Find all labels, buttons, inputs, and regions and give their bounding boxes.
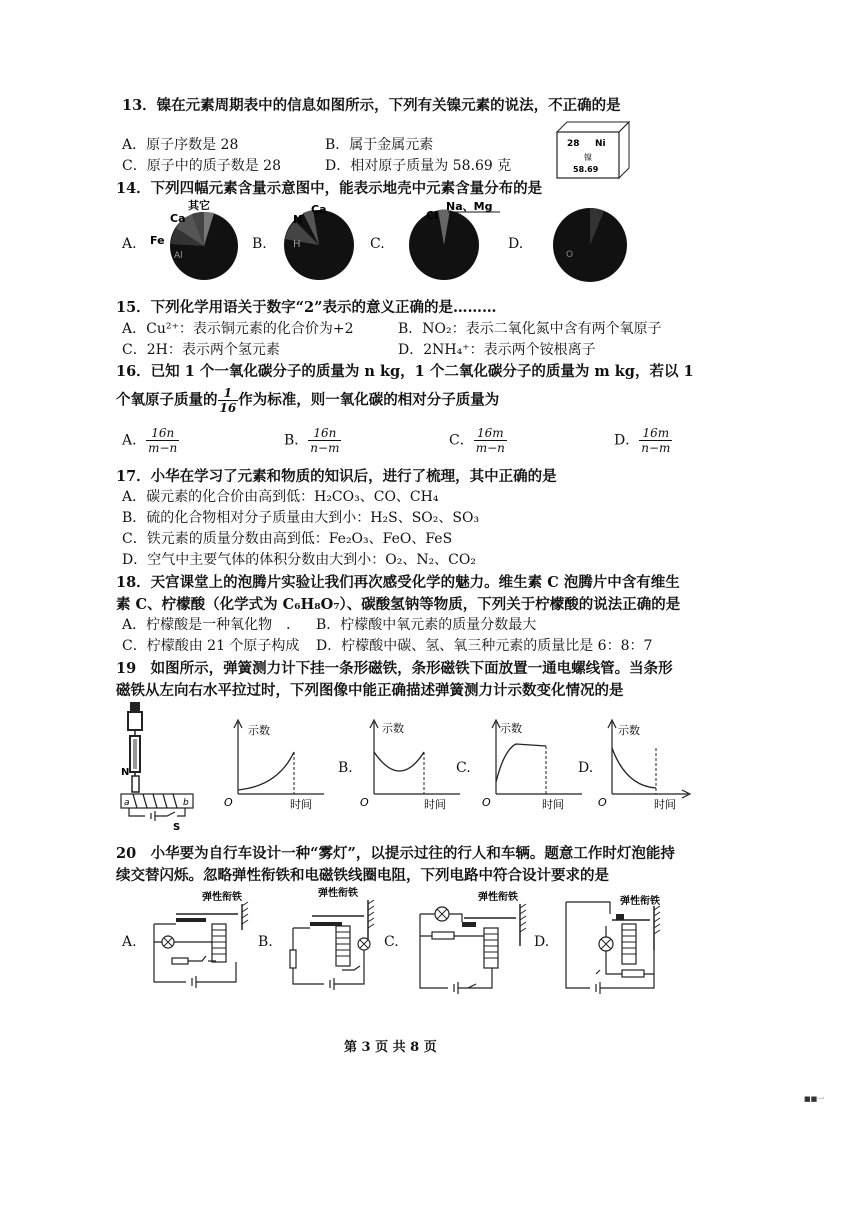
q20-label-c: C. xyxy=(384,934,399,950)
q16-option-a xyxy=(122,426,179,455)
q16-fraction xyxy=(218,386,239,415)
switch-s-label: S xyxy=(173,822,181,833)
graph-c-ylabel: 示数 xyxy=(500,722,522,735)
graph-c-origin: O xyxy=(482,796,491,809)
q20-stem-line1: 20 小华要为自行车设计一种“雾灯”，以提示过往的行人和车辆。题意工作时灯泡能持 xyxy=(116,845,675,862)
element-mass: 58.69 xyxy=(573,165,599,174)
q15-option-a: A．Cu²⁺：表示铜元素的化合价为+2 xyxy=(122,321,354,337)
q13-option-a: A．原子序数是 28 xyxy=(122,137,239,153)
circuit-c xyxy=(412,890,532,990)
pie-chart-a xyxy=(150,199,250,280)
q15-stem: 15．下列化学用语关于数字“2”表示的意义正确的是……… xyxy=(116,299,497,316)
q16-d-label: D． xyxy=(614,432,640,449)
q20-label-b: B. xyxy=(258,934,273,950)
q17-option-b: B．硫的化合物相对分子质量由大到小：H₂S、SO₂、SO₃ xyxy=(122,510,480,526)
q17-option-a: A．碳元素的化合价由高到低：H₂CO₃、CO、CH₄ xyxy=(122,489,439,505)
coil-end-b-label: b xyxy=(183,798,189,808)
graph-d-curve xyxy=(612,748,656,788)
pie-chart-d xyxy=(552,205,628,281)
pie-b-label-h: H xyxy=(293,239,301,250)
spring-scale-apparatus xyxy=(115,700,210,832)
graph-b-curve xyxy=(374,752,424,771)
q16-a-num: 16n xyxy=(146,426,179,441)
q19-label-d: D. xyxy=(578,760,594,776)
pie-a-label-other: 其它 xyxy=(188,199,210,212)
circuit-c-armature-label: 弹性衔铁 xyxy=(478,892,518,903)
q13-stem: 13．镍在元素周期表中的信息如图所示，下列有关镍元素的说法，不正确的是 xyxy=(122,97,621,114)
q14-label-b: B. xyxy=(252,236,267,252)
q17-stem: 17．小华在学习了元素和物质的知识后，进行了梳理，其中正确的是 xyxy=(116,468,557,485)
q18-option-c: C．柠檬酸由 21 个原子构成 xyxy=(122,638,300,654)
q18-stem-line2: 素 C、柠檬酸（化学式为 C₆H₈O₇）、碳酸氢钠等物质，下列关于柠檬酸的说法正确的是 xyxy=(116,596,681,613)
q20-label-a: A. xyxy=(122,934,137,950)
pie-c-label-na-mg: Na、Mg xyxy=(446,200,493,213)
element-number: 28 xyxy=(567,139,580,149)
pie-a-label-fe: Fe xyxy=(150,234,165,247)
q16-fraction-num: 1 xyxy=(218,386,239,401)
q19-stem-line2: 磁铁从左向右水平拉过时，下列图像中能正确描述弹簧测力计示数变化情况的是 xyxy=(116,682,624,699)
graph-c-xlabel: 时间 xyxy=(542,798,564,811)
q18-stem-line1: 18．天宫课堂上的泡腾片实验让我们再次感受化学的魅力。维生素 C 泡腾片中含有维生 xyxy=(116,574,680,591)
graph-d xyxy=(598,718,692,811)
q16-a-den: m−n xyxy=(148,441,178,455)
magnet-north-label: N xyxy=(121,767,130,778)
q16-b-den: n−m xyxy=(310,441,340,455)
q16-b-label: B． xyxy=(284,432,309,449)
graph-c xyxy=(482,718,576,811)
q16-b-num: 16n xyxy=(308,426,341,441)
pie-chart-b xyxy=(283,205,358,280)
q15-option-d: D．2NH₄⁺：表示两个铵根离子 xyxy=(398,342,596,358)
circuit-d-armature-label: 弹性衔铁 xyxy=(620,896,660,907)
page-footer: 第 3 页 共 8 页 xyxy=(344,1040,437,1055)
q17-option-d: D．空气中主要气体的体积分数由大到小：O₂、N₂、CO₂ xyxy=(122,552,476,568)
q13-option-c: C．原子中的质子数是 28 xyxy=(122,158,281,174)
q16-stem-part2: 作为标准，则一氧化碳的相对分子质量为 xyxy=(238,391,500,409)
q19-label-c: C. xyxy=(456,760,471,776)
q16-option-d xyxy=(614,426,672,455)
q20-stem-line2: 续交替闪烁。忽略弹性衔铁和电磁铁线圈电阻，下列电路中符合设计要求的是 xyxy=(116,867,609,884)
q14-label-d: D. xyxy=(508,236,524,252)
graph-c-curve xyxy=(496,744,546,782)
q16-c-den: m−n xyxy=(475,441,505,455)
q16-d-num: 16m xyxy=(639,426,672,441)
graph-d-origin: O xyxy=(598,796,607,809)
q16-c-num: 16m xyxy=(474,426,507,441)
element-name: 镍 xyxy=(584,153,592,162)
circuit-b xyxy=(284,886,394,990)
q16-c-label: C． xyxy=(449,432,474,449)
q15-option-c: C．2H：表示两个氢元素 xyxy=(122,342,280,358)
pie-d-label-o: O xyxy=(566,250,574,260)
graph-a xyxy=(224,718,318,811)
circuit-a xyxy=(146,890,258,990)
q19-label-b: B. xyxy=(338,760,353,776)
element-symbol: Ni xyxy=(595,139,606,149)
coil-end-a-label: a xyxy=(124,798,130,808)
q20-label-d: D. xyxy=(534,934,550,950)
pie-chart-c xyxy=(408,200,508,280)
q16-stem-line2 xyxy=(116,386,499,415)
pie-b-label-n: N xyxy=(293,213,303,226)
corner-mark: ■■一 xyxy=(804,1095,825,1103)
graph-b-xlabel: 时间 xyxy=(424,798,446,811)
pie-b-label-ca: Ca xyxy=(311,203,327,216)
q14-stem: 14．下列四幅元素含量示意图中，能表示地壳中元素含量分布的是 xyxy=(116,180,543,197)
pie-a-label-ca: Ca xyxy=(170,212,186,225)
q16-d-den: n−m xyxy=(641,441,671,455)
q18-option-b: B．柠檬酸中氧元素的质量分数最大 xyxy=(316,617,537,633)
circuit-b-armature-label: 弹性衔铁 xyxy=(318,888,358,899)
q14-label-c: C. xyxy=(370,236,385,252)
q16-a-label: A． xyxy=(122,432,147,449)
q16-fraction-den: 16 xyxy=(219,401,237,415)
graph-a-ylabel: 示数 xyxy=(248,724,270,737)
q14-label-a: A. xyxy=(122,236,137,252)
graph-b-origin: O xyxy=(360,796,369,809)
graph-b-ylabel: 示数 xyxy=(382,722,404,735)
circuit-a-armature-label: 弹性衔铁 xyxy=(202,892,242,903)
circuit-d xyxy=(560,890,680,990)
q16-stem-part1: 个氧原子质量的 xyxy=(116,391,218,409)
graph-a-xlabel: 时间 xyxy=(290,798,312,811)
element-card-nickel xyxy=(557,122,632,178)
graph-d-xlabel: 时间 xyxy=(654,798,676,811)
pie-a-label-al: Al xyxy=(174,251,183,261)
graph-a-origin: O xyxy=(224,796,233,809)
q19-stem-line1: 19 如图所示，弹簧测力计下挂一条形磁铁，条形磁铁下面放置一通电螺线管。当条形 xyxy=(116,660,673,677)
q16-option-c xyxy=(449,426,507,455)
q13-option-d: D．相对原子质量为 58.69 克 xyxy=(325,158,512,174)
pie-c-label-cl: Cl xyxy=(426,209,438,222)
q17-option-c: C．铁元素的质量分数由高到低：Fe₂O₃、FeO、FeS xyxy=(122,531,453,547)
q15-option-b: B．NO₂：表示二氧化氮中含有两个氧原子 xyxy=(398,321,662,337)
q18-option-a: A．柠檬酸是一种氧化物 ． xyxy=(122,617,301,633)
graph-a-curve xyxy=(238,752,294,790)
graph-d-ylabel: 示数 xyxy=(618,724,640,737)
q16-option-b xyxy=(284,426,341,455)
q18-option-d: D．柠檬酸中碳、氢、氧三种元素的质量比是 6：8：7 xyxy=(316,638,653,654)
q16-stem-line1: 16．已知 1 个一氧化碳分子的质量为 n kg，1 个二氧化碳分子的质量为 m kg，若以 1 xyxy=(116,363,694,380)
q13-option-b: B．属于金属元素 xyxy=(325,137,434,153)
graph-b xyxy=(360,718,454,811)
